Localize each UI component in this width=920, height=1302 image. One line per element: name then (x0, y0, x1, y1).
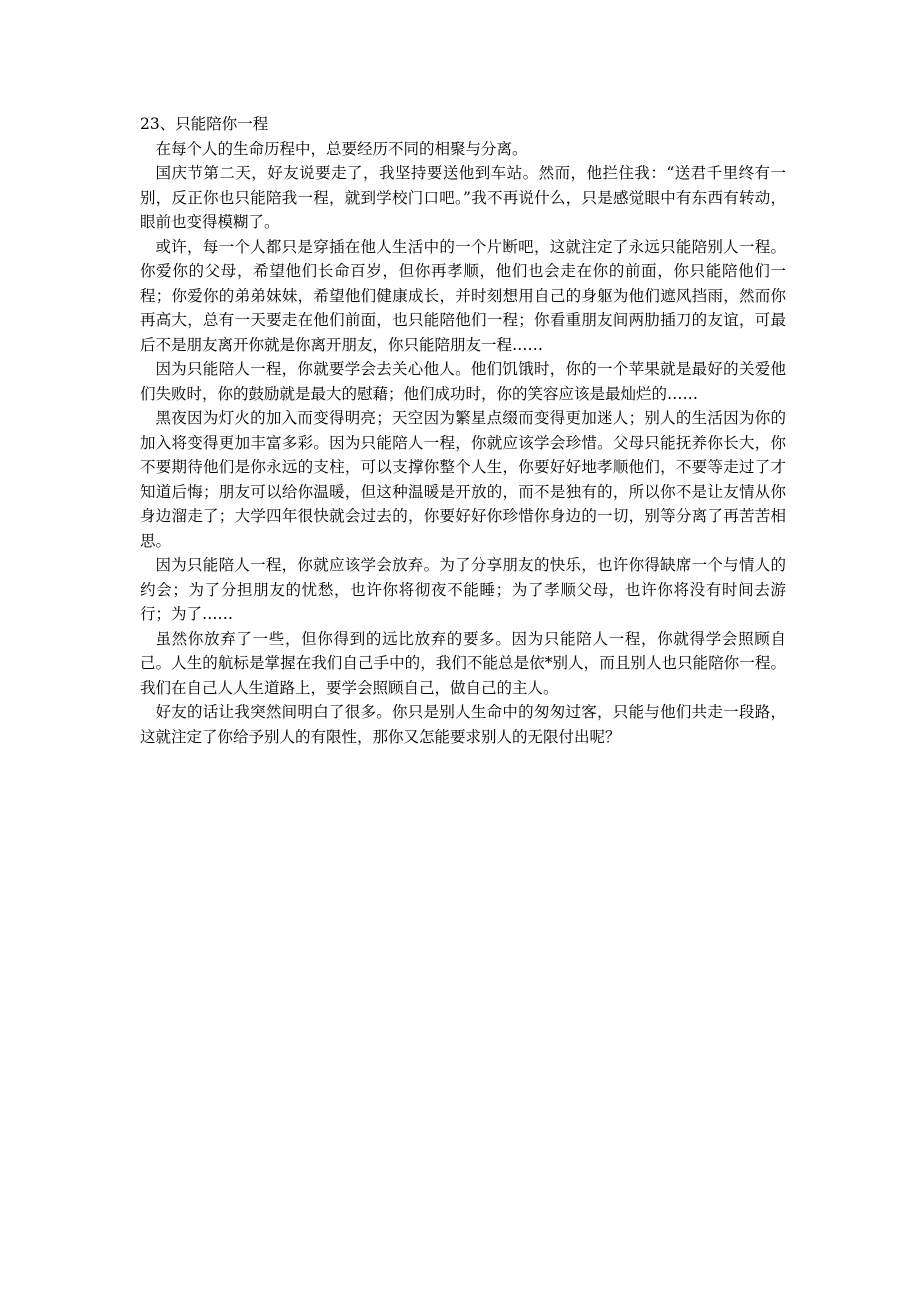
document-title: 23、只能陪你一程 (140, 115, 269, 133)
document-body (140, 112, 786, 749)
paragraph-8: 好友的话让我突然间明白了很多。你只是别人生命中的匆匆过客，只能与他们共走一段路，这就注定了你给予别人的有限性，那你又怎能要求别人的无限付出呢？ (140, 703, 786, 746)
paragraph-7: 虽然你放弃了一些，但你得到的远比放弃的要多。因为只能陪人一程，你就得学会照顾自己。人生的航标是掌握在我们自己手中的，我们不能总是依*别人，而且别人也只能陪你一程。我们在自己人人生道路上，要学会照顾自己，做自己的主人。 (140, 629, 786, 697)
paragraph-5: 黑夜因为灯火的加入而变得明亮；天空因为繁星点缀而变得更加迷人；别人的生活因为你的加入将变得更加丰富多彩。因为只能陪人一程，你就应该学会珍惜。父母只能抚养你长大，你不要期待他们是你永远的支柱，可以支撑你整个人生，你要好好地孝顺他们，不要等走过了才知道后悔；朋友可以给你温暖，但这种温暖是开放的，而不是独有的，所以你不是让友情从你身边溜走了；大学四年很快就会过去的，你要好好你珍惜你身边的一切，别等分离了再苦苦相思。 (140, 409, 786, 550)
paragraph-6: 因为只能陪人一程，你就应该学会放弃。为了分享朋友的快乐，也许你得缺席一个与情人的约会；为了分担朋友的忧愁，也许你将彻夜不能睡；为了孝顺父母，也许你将没有时间去游行；为了…… (140, 556, 786, 623)
paragraph-2: 国庆节第二天，好友说要走了，我坚持要送他到车站。然而，他拦住我：“送君千里终有一别，反正你也只能陪我一程，就到学校门口吧。”我不再说什么，只是感觉眼中有东西有转动，眼前也变得模糊了。 (140, 164, 786, 231)
paragraph-3: 或许，每一个人都只是穿插在他人生活中的一个片断吧，这就注定了永远只能陪别人一程。你爱你的父母，希望他们长命百岁，但你再孝顺，他们也会走在你的前面，你只能陪他们一程；你爱你的弟弟妹妹，希望他们健康成长，并时刻想用自己的身躯为他们遮风挡雨，然而你再高大，总有一天要走在他们前面，也只能陪他们一程；你看重朋友间两肋插刀的友谊，可最后不是朋友离开你就是你离开朋友，你只能陪朋友一程…… (140, 237, 786, 354)
paragraph-1: 在每个人的生命历程中，总要经历不同的相聚与分离。 (155, 139, 528, 158)
paragraph-4: 因为只能陪人一程，你就要学会去关心他人。他们饥饿时，你的一个苹果就是最好的关爱他们失败时，你的鼓励就是最大的慰藉；他们成功时，你的笑容应该是最灿烂的…… (140, 360, 786, 403)
